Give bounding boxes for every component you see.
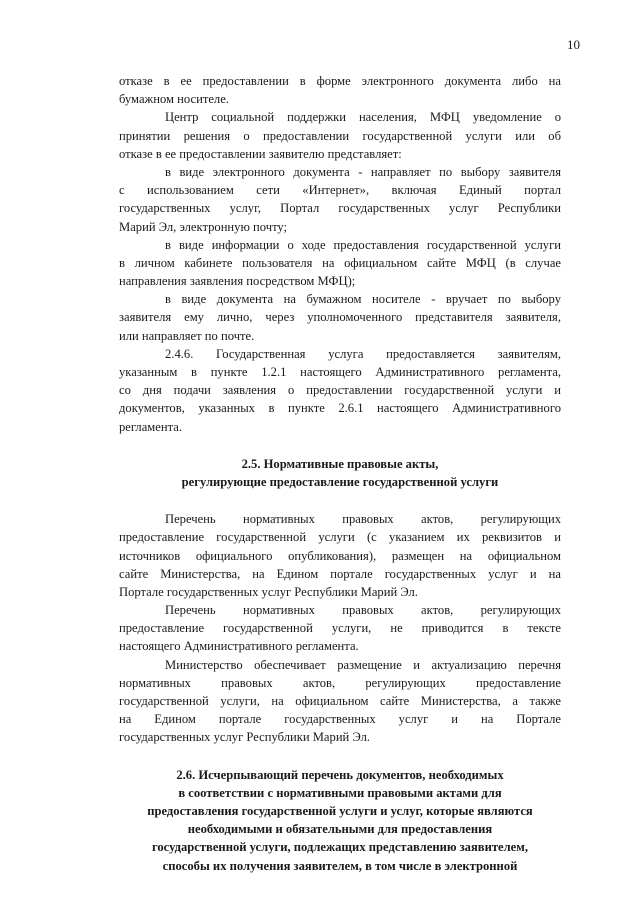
text-line: государственных услуг, Портал государственных услуг Республики xyxy=(119,201,561,216)
text-line: со дня подачи заявления о предоставлении государственной услуги и xyxy=(119,383,561,398)
heading-line: необходимыми и обязательными для предоставления xyxy=(187,822,493,837)
text-line: государственных услуг Республики Марий Эл. xyxy=(119,730,371,745)
heading-line: 2.6. Исчерпывающий перечень документов, необходимых xyxy=(176,767,504,782)
heading-line: 2.5. Нормативные правовые акты, xyxy=(241,456,439,471)
text-line: Центр социальной поддержки населения, МФЦ уведомление о xyxy=(165,110,561,125)
spacer xyxy=(119,491,561,510)
heading-line: регулирующие предоставление государственной услуги xyxy=(181,474,499,489)
text-line: Марий Эл, электронную почту; xyxy=(119,219,288,234)
paragraph xyxy=(119,290,561,345)
text-line: регламента. xyxy=(119,419,182,434)
text-line: или направляет по почте. xyxy=(119,328,255,343)
text-line: Портале государственных услуг Республики Марий Эл. xyxy=(119,584,418,599)
text-line: Перечень нормативных правовых актов, регулирующих xyxy=(165,512,561,527)
text-line: 2.4.6. Государственная услуга предоставляется заявителям, xyxy=(165,346,561,361)
text-line: предоставление государственной услуги (с указанием их реквизитов и xyxy=(119,530,561,545)
text-line: заявителя ему лично, через уполномоченного представителя заявителя, xyxy=(119,310,561,325)
text-line: в личном кабинете пользователя на официальном сайте МФЦ (в случае xyxy=(119,255,561,270)
text-line: направления заявления посредством МФЦ); xyxy=(119,274,356,289)
text-line: принятии решения о предоставлении государственной услуги или об xyxy=(119,128,561,143)
text-line: отказе в ее предоставлении заявителю представляет: xyxy=(119,146,402,161)
text-line: в виде информации о ходе предоставления государственной услуги xyxy=(165,237,561,252)
paragraph xyxy=(119,601,561,656)
heading-line: в соответствии с нормативными правовыми актами для xyxy=(178,785,502,800)
text-line: нормативных правовых актов, регулирующих предоставление xyxy=(119,675,561,690)
text-line: Перечень нормативных правовых актов, регулирующих xyxy=(165,603,561,618)
spacer xyxy=(119,436,561,455)
heading-line: предоставления государственной услуги и услуг, которые являются xyxy=(147,803,533,818)
text-line: на Едином портале государственных услуг и на Портале xyxy=(119,712,561,727)
paragraph xyxy=(119,163,561,236)
document-body xyxy=(119,72,561,875)
text-line: сайте Министерства, на Едином портале государственных услуг и на xyxy=(119,566,561,581)
paragraph xyxy=(119,656,561,747)
text-line: предоставление государственной услуги, не приводится в тексте xyxy=(119,621,561,636)
text-line: отказе в ее предоставлении в форме электронного документа либо на xyxy=(119,74,561,88)
text-line: государственной услуги, на официальном сайте Министерства, а также xyxy=(119,694,561,708)
paragraph xyxy=(119,236,561,291)
text-line: в виде документа на бумажном носителе - вручает по выбору xyxy=(165,292,561,307)
text-line: источников официального опубликования), размещен на официальном xyxy=(119,548,561,563)
page-number: 10 xyxy=(567,37,580,52)
text-line: документов, указанных в пункте 2.6.1 настоящего Административного xyxy=(119,401,561,416)
text-line: в виде электронного документа - направляет по выбору заявителя xyxy=(165,164,561,179)
paragraph xyxy=(119,510,561,601)
text-line: настоящего Административного регламента. xyxy=(119,639,359,654)
section-heading xyxy=(119,455,561,491)
text-line: указанным в пункте 1.2.1 настоящего Административного регламента, xyxy=(119,365,561,379)
paragraph xyxy=(119,345,561,436)
heading-line: способы их получения заявителем, в том числе в электронной xyxy=(162,858,518,873)
section-heading xyxy=(119,766,561,875)
heading-line: государственной услуги, подлежащих представлению заявителем, xyxy=(151,840,529,855)
spacer xyxy=(119,747,561,766)
paragraph xyxy=(119,72,561,108)
text-line: с использованием сети «Интернет», включая Единый портал xyxy=(119,183,561,198)
text-line: бумажном носителе. xyxy=(119,92,229,107)
paragraph xyxy=(119,108,561,163)
text-line: Министерство обеспечивает размещение и актуализацию перечня xyxy=(165,657,561,672)
